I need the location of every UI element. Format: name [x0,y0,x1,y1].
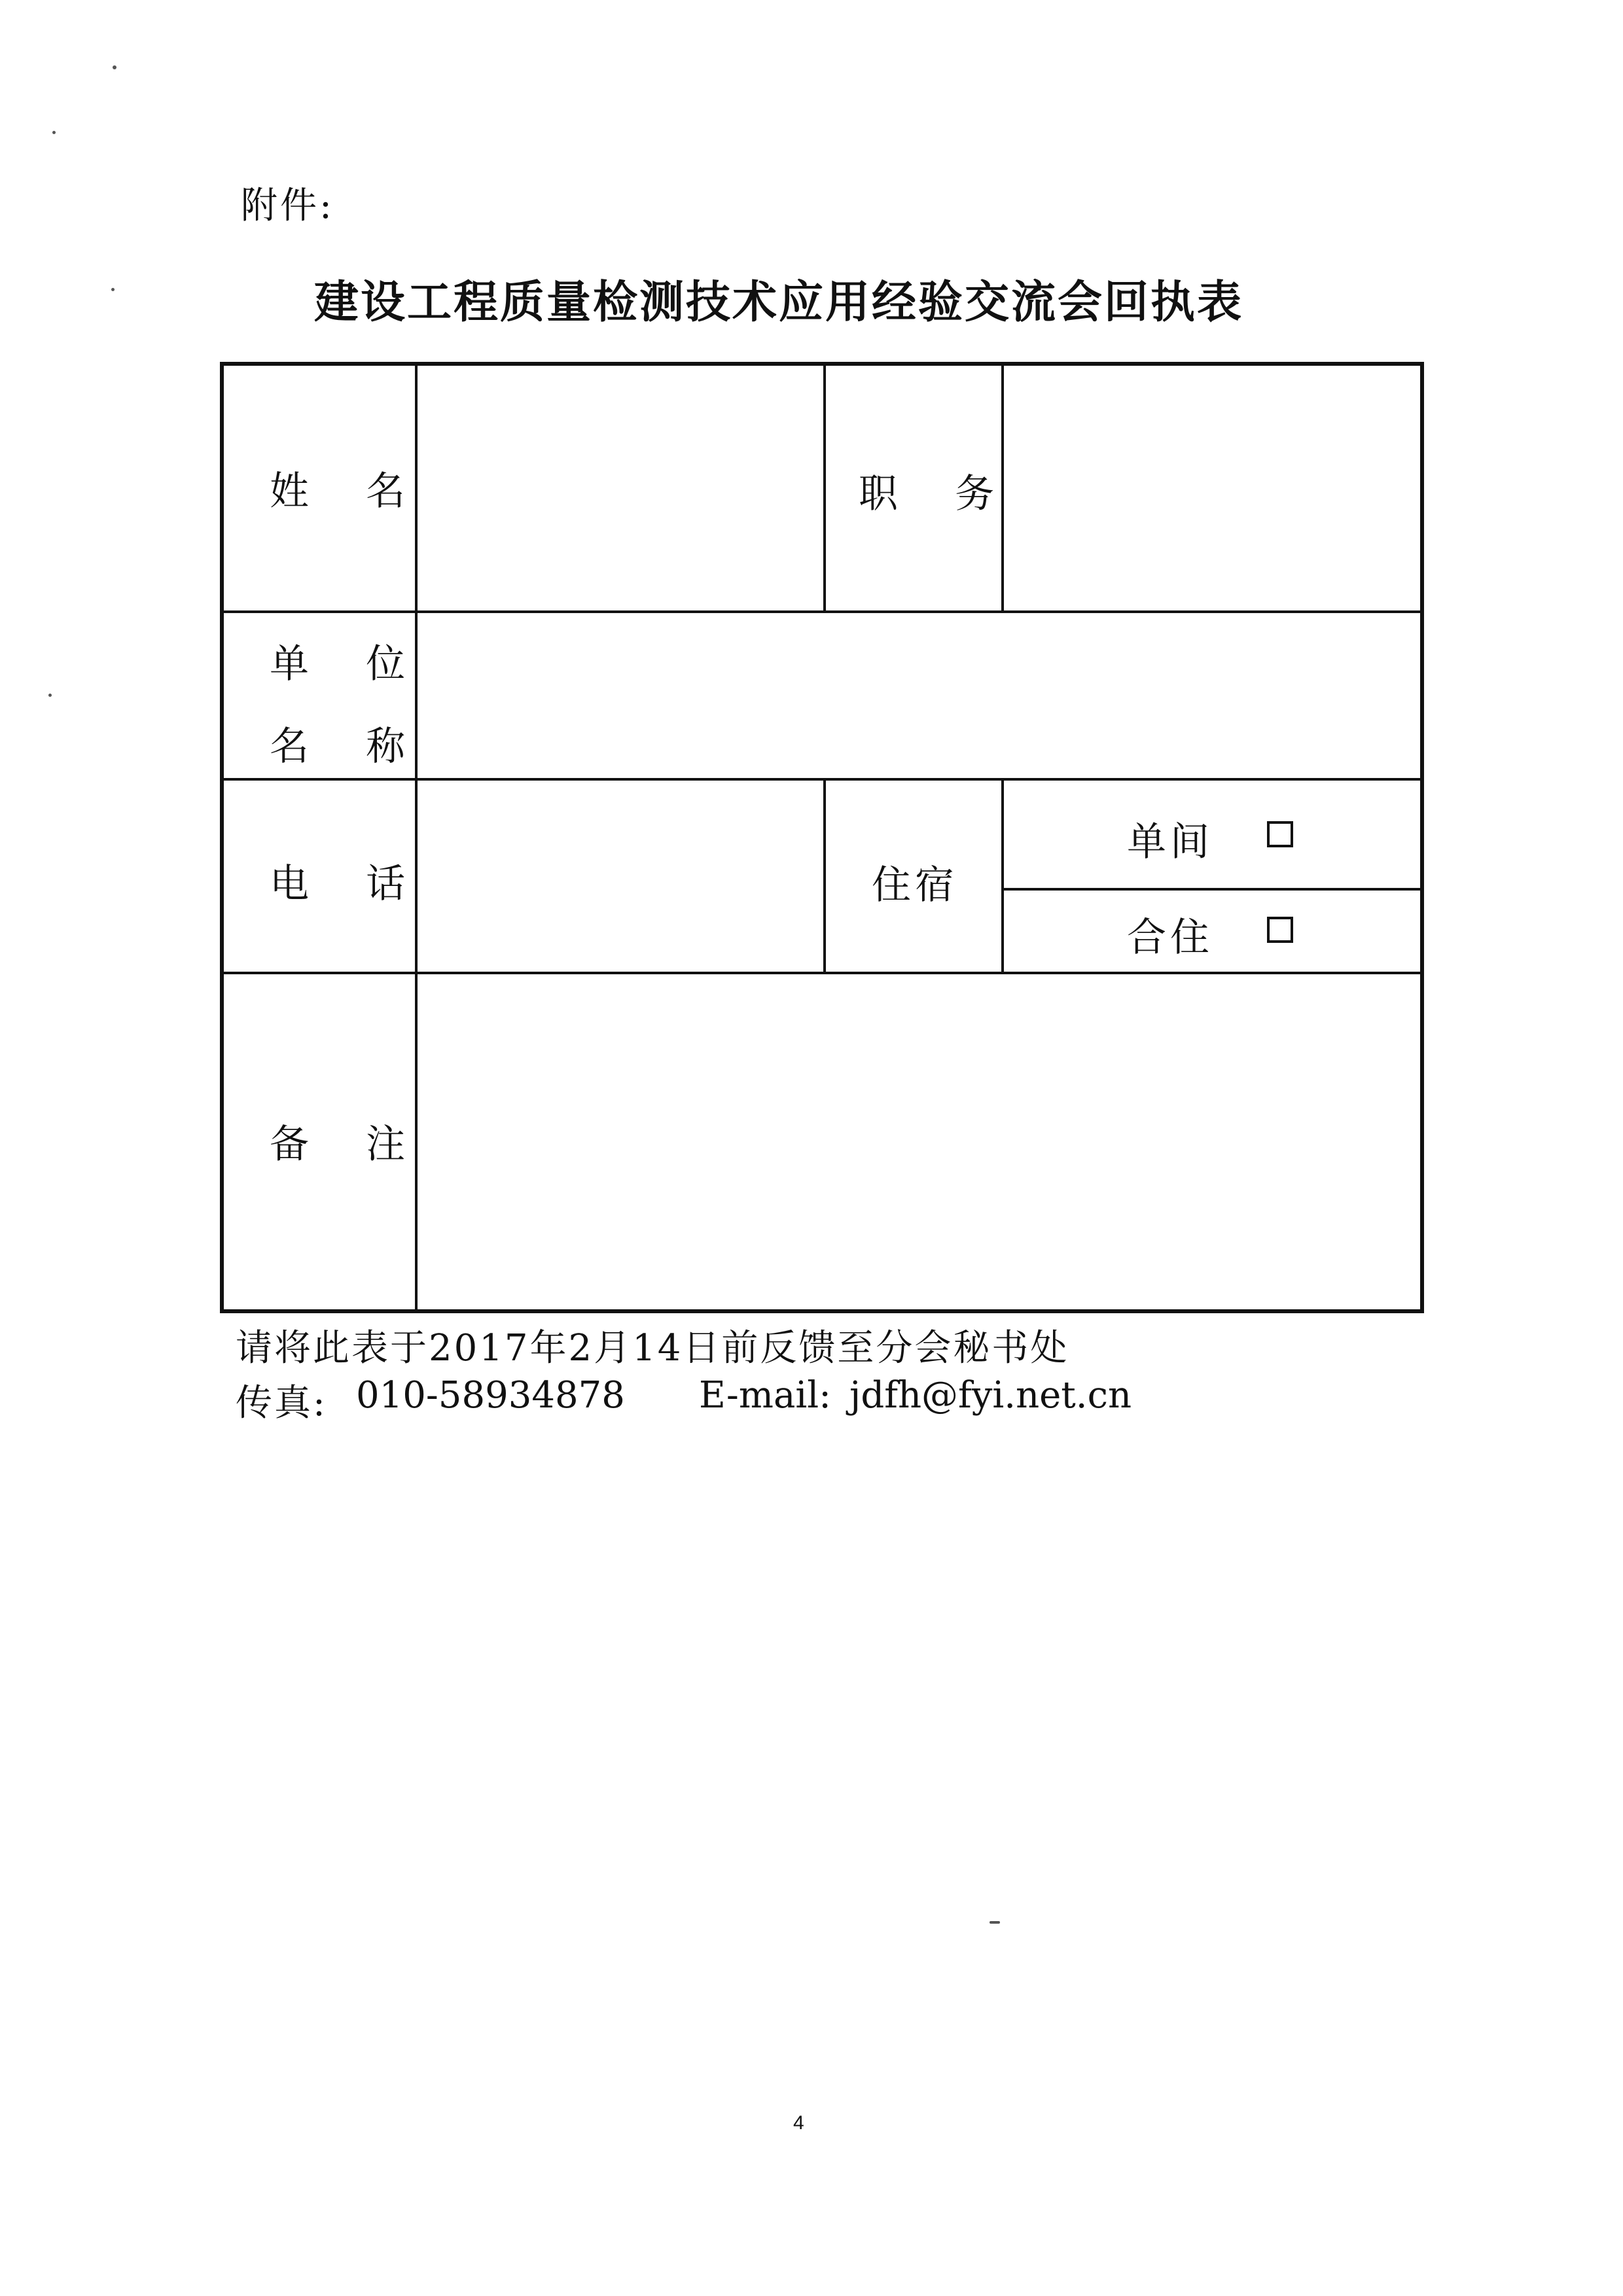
page-number: 4 [793,2112,804,2134]
scan-speck [48,694,52,697]
organization-field[interactable] [418,613,1420,778]
name-label: 姓 名 [270,468,428,514]
email-address[interactable]: jdfh@fyi.net.cn [849,1374,1132,1417]
remarks-field[interactable] [418,974,1420,1309]
organization-label-line1: 单 位 [270,641,428,687]
scan-speck [52,131,56,134]
lodging-divider [1003,888,1420,891]
attachment-label: 附件: [241,185,334,227]
return-instruction: 请将此表于2017年2月14日前反馈至分会秘书处 [236,1327,1069,1369]
position-label: 职 务 [859,471,1017,517]
remarks-label: 备 注 [270,1122,428,1167]
shared-room-label: 合住 [1127,915,1213,961]
fax-label: 传真: [236,1382,327,1424]
scan-speck [113,65,116,69]
column-divider [823,366,826,612]
document-title: 建设工程质量检测技术应用经验交流会回执表 [314,276,1244,328]
fax-number: 010-58934878 [356,1374,625,1417]
single-room-checkbox[interactable] [1267,821,1293,847]
lodging-label: 住宿 [872,862,958,908]
email-label: E-mail: [699,1374,832,1417]
column-divider [823,778,826,973]
position-field[interactable] [1004,366,1420,610]
single-room-label: 单间 [1127,819,1213,865]
organization-label-line2: 名 称 [270,724,428,769]
column-divider [1001,778,1004,973]
phone-field[interactable] [418,781,823,972]
receipt-form-table [220,362,1424,1313]
scan-speck [111,288,115,291]
phone-label: 电 话 [270,861,428,907]
shared-room-checkbox[interactable] [1267,917,1293,943]
scan-speck [990,1921,1000,1924]
name-field[interactable] [418,366,823,610]
